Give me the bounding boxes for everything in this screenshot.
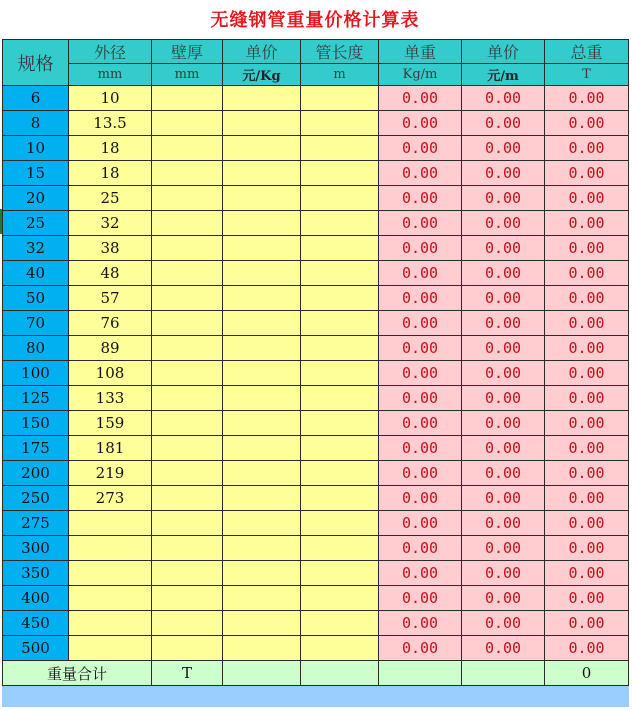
cell-wall-thickness[interactable] [152, 511, 223, 536]
cell-pipe-length[interactable] [301, 286, 379, 311]
cell-spec[interactable]: 300 [3, 536, 69, 561]
cell-pipe-length[interactable] [301, 211, 379, 236]
cell-price-per-m[interactable]: 0.00 [462, 161, 545, 186]
unit-outer-diameter[interactable]: mm [69, 64, 152, 86]
cell-outer-diameter[interactable]: 13.5 [69, 111, 152, 136]
summary-cell-empty[interactable] [301, 661, 379, 686]
cell-outer-diameter[interactable] [69, 561, 152, 586]
cell-price-per-m[interactable]: 0.00 [462, 136, 545, 161]
cell-unit-weight[interactable]: 0.00 [379, 236, 462, 261]
header-unit-weight[interactable]: 单重 [379, 40, 462, 64]
cell-unit-weight[interactable]: 0.00 [379, 286, 462, 311]
price-table [2, 39, 629, 707]
cell-wall-thickness[interactable] [152, 186, 223, 211]
cell-pipe-length[interactable] [301, 136, 379, 161]
cell-price-per-m[interactable]: 0.00 [462, 361, 545, 386]
table-row [3, 461, 629, 486]
cell-outer-diameter[interactable]: 48 [69, 261, 152, 286]
cell-outer-diameter[interactable] [69, 511, 152, 536]
cell-price-per-kg[interactable] [223, 511, 301, 536]
cell-unit-weight[interactable]: 0.00 [379, 536, 462, 561]
cell-unit-weight[interactable]: 0.00 [379, 261, 462, 286]
cell-price-per-kg[interactable] [223, 211, 301, 236]
cell-price-per-m[interactable]: 0.00 [462, 261, 545, 286]
cell-price-per-kg[interactable] [223, 461, 301, 486]
cell-wall-thickness[interactable] [152, 161, 223, 186]
cell-wall-thickness[interactable] [152, 436, 223, 461]
cell-unit-weight[interactable]: 0.00 [379, 136, 462, 161]
cell-total-weight[interactable]: 0.00 [545, 336, 629, 361]
cell-spec[interactable]: 10 [3, 136, 69, 161]
cell-pipe-length[interactable] [301, 186, 379, 211]
cell-total-weight[interactable]: 0.00 [545, 636, 629, 661]
cell-price-per-m[interactable]: 0.00 [462, 411, 545, 436]
cell-wall-thickness[interactable] [152, 411, 223, 436]
table-row [3, 511, 629, 536]
summary-cell-empty[interactable] [223, 661, 301, 686]
table-row [3, 361, 629, 386]
cell-pipe-length[interactable] [301, 111, 379, 136]
unit-pipe-length[interactable]: m [301, 64, 379, 86]
cell-wall-thickness[interactable] [152, 336, 223, 361]
cell-price-per-kg[interactable] [223, 636, 301, 661]
cell-wall-thickness[interactable] [152, 236, 223, 261]
unit-total-weight[interactable]: T [545, 64, 629, 86]
cell-wall-thickness[interactable] [152, 86, 223, 111]
cell-price-per-kg[interactable] [223, 611, 301, 636]
cell-price-per-m[interactable]: 0.00 [462, 236, 545, 261]
cell-pipe-length[interactable] [301, 586, 379, 611]
cell-total-weight[interactable]: 0.00 [545, 586, 629, 611]
cell-spec[interactable]: 125 [3, 386, 69, 411]
table-row [3, 111, 629, 136]
cell-price-per-kg[interactable] [223, 536, 301, 561]
cell-outer-diameter[interactable]: 18 [69, 161, 152, 186]
table-row [3, 436, 629, 461]
table-row [3, 486, 629, 511]
cell-price-per-kg[interactable] [223, 161, 301, 186]
cell-total-weight[interactable]: 0.00 [545, 386, 629, 411]
cell-spec[interactable]: 32 [3, 236, 69, 261]
cell-unit-weight[interactable]: 0.00 [379, 211, 462, 236]
cell-spec[interactable]: 350 [3, 561, 69, 586]
summary-row [3, 661, 629, 686]
cell-total-weight[interactable]: 0.00 [545, 361, 629, 386]
cell-total-weight[interactable]: 0.00 [545, 461, 629, 486]
cell-spec[interactable]: 15 [3, 161, 69, 186]
cell-spec[interactable]: 6 [3, 86, 69, 111]
cell-price-per-kg[interactable] [223, 561, 301, 586]
table-row [3, 586, 629, 611]
cell-total-weight[interactable]: 0.00 [545, 186, 629, 211]
cell-spec[interactable]: 275 [3, 511, 69, 536]
cell-outer-diameter[interactable]: 159 [69, 411, 152, 436]
cell-price-per-m[interactable]: 0.00 [462, 486, 545, 511]
sheet-title: 无缝钢管重量价格计算表 [210, 10, 420, 31]
cell-price-per-kg[interactable] [223, 286, 301, 311]
unit-price-per-kg[interactable]: 元/Kg [223, 64, 301, 86]
cell-outer-diameter[interactable]: 38 [69, 236, 152, 261]
summary-cell-empty[interactable] [462, 661, 545, 686]
cell-outer-diameter[interactable] [69, 636, 152, 661]
cell-price-per-kg[interactable] [223, 186, 301, 211]
cell-unit-weight[interactable]: 0.00 [379, 186, 462, 211]
cell-unit-weight[interactable]: 0.00 [379, 511, 462, 536]
cell-price-per-m[interactable]: 0.00 [462, 386, 545, 411]
cell-price-per-m[interactable]: 0.00 [462, 336, 545, 361]
header-total-weight[interactable]: 总重 [545, 40, 629, 64]
cell-total-weight[interactable]: 0.00 [545, 611, 629, 636]
cell-spec[interactable]: 70 [3, 311, 69, 336]
cell-spec[interactable]: 8 [3, 111, 69, 136]
header-spec[interactable]: 规格 [3, 40, 69, 86]
cell-outer-diameter[interactable]: 89 [69, 336, 152, 361]
cell-pipe-length[interactable] [301, 236, 379, 261]
cell-price-per-kg[interactable] [223, 361, 301, 386]
cell-price-per-m[interactable]: 0.00 [462, 511, 545, 536]
cell-wall-thickness[interactable] [152, 561, 223, 586]
cell-spec[interactable]: 175 [3, 436, 69, 461]
cell-pipe-length[interactable] [301, 486, 379, 511]
cell-price-per-m[interactable]: 0.00 [462, 311, 545, 336]
cell-outer-diameter[interactable]: 219 [69, 461, 152, 486]
cell-spec[interactable]: 20 [3, 186, 69, 211]
cell-pipe-length[interactable] [301, 336, 379, 361]
cell-price-per-kg[interactable] [223, 261, 301, 286]
cell-pipe-length[interactable] [301, 261, 379, 286]
table-row [3, 561, 629, 586]
cell-outer-diameter[interactable]: 10 [69, 86, 152, 111]
cell-wall-thickness[interactable] [152, 261, 223, 286]
cell-spec[interactable]: 100 [3, 361, 69, 386]
table-row [3, 386, 629, 411]
cell-total-weight[interactable]: 0.00 [545, 286, 629, 311]
table-row [3, 411, 629, 436]
cell-total-weight[interactable]: 0.00 [545, 411, 629, 436]
cell-pipe-length[interactable] [301, 561, 379, 586]
cell-unit-weight[interactable]: 0.00 [379, 611, 462, 636]
cell-price-per-kg[interactable] [223, 86, 301, 111]
table-row [3, 186, 629, 211]
footer-band [3, 686, 629, 707]
cell-outer-diameter[interactable]: 273 [69, 486, 152, 511]
cell-unit-weight[interactable]: 0.00 [379, 386, 462, 411]
active-row-indicator [0, 209, 2, 234]
cell-wall-thickness[interactable] [152, 611, 223, 636]
cell-wall-thickness[interactable] [152, 461, 223, 486]
cell-unit-weight[interactable]: 0.00 [379, 86, 462, 111]
cell-price-per-kg[interactable] [223, 486, 301, 511]
cell-outer-diameter[interactable]: 108 [69, 361, 152, 386]
cell-price-per-kg[interactable] [223, 336, 301, 361]
cell-outer-diameter[interactable] [69, 611, 152, 636]
cell-price-per-kg[interactable] [223, 111, 301, 136]
cell-unit-weight[interactable]: 0.00 [379, 561, 462, 586]
header-outer-diameter[interactable]: 外径 [69, 40, 152, 64]
header-price-per-m[interactable]: 单价 [462, 40, 545, 64]
cell-price-per-kg[interactable] [223, 386, 301, 411]
summary-unit[interactable]: T [152, 661, 223, 686]
cell-pipe-length[interactable] [301, 86, 379, 111]
cell-spec[interactable]: 40 [3, 261, 69, 286]
header-price-per-kg[interactable]: 单价 [223, 40, 301, 64]
cell-wall-thickness[interactable] [152, 311, 223, 336]
cell-price-per-kg[interactable] [223, 436, 301, 461]
cell-wall-thickness[interactable] [152, 386, 223, 411]
cell-price-per-m[interactable]: 0.00 [462, 111, 545, 136]
cell-wall-thickness[interactable] [152, 586, 223, 611]
cell-price-per-m[interactable]: 0.00 [462, 611, 545, 636]
cell-unit-weight[interactable]: 0.00 [379, 436, 462, 461]
cell-unit-weight[interactable]: 0.00 [379, 161, 462, 186]
cell-price-per-m[interactable]: 0.00 [462, 86, 545, 111]
cell-pipe-length[interactable] [301, 636, 379, 661]
cell-price-per-kg[interactable] [223, 236, 301, 261]
cell-total-weight[interactable]: 0.00 [545, 511, 629, 536]
summary-cell-empty[interactable] [379, 661, 462, 686]
cell-total-weight[interactable]: 0.00 [545, 111, 629, 136]
header-pipe-length[interactable]: 管长度 [301, 40, 379, 64]
cell-total-weight[interactable]: 0.00 [545, 311, 629, 336]
cell-total-weight[interactable]: 0.00 [545, 161, 629, 186]
cell-price-per-m[interactable]: 0.00 [462, 561, 545, 586]
cell-unit-weight[interactable]: 0.00 [379, 311, 462, 336]
table-row [3, 286, 629, 311]
summary-label[interactable]: 重量合计 [3, 661, 152, 686]
cell-total-weight[interactable]: 0.00 [545, 236, 629, 261]
cell-unit-weight[interactable]: 0.00 [379, 361, 462, 386]
table-row [3, 211, 629, 236]
table-row [3, 611, 629, 636]
cell-price-per-m[interactable]: 0.00 [462, 186, 545, 211]
cell-price-per-m[interactable]: 0.00 [462, 536, 545, 561]
cell-wall-thickness[interactable] [152, 111, 223, 136]
cell-pipe-length[interactable] [301, 161, 379, 186]
cell-wall-thickness[interactable] [152, 636, 223, 661]
cell-spec[interactable]: 50 [3, 286, 69, 311]
cell-price-per-m[interactable]: 0.00 [462, 461, 545, 486]
cell-outer-diameter[interactable]: 25 [69, 186, 152, 211]
cell-wall-thickness[interactable] [152, 211, 223, 236]
cell-price-per-kg[interactable] [223, 411, 301, 436]
cell-unit-weight[interactable]: 0.00 [379, 111, 462, 136]
cell-outer-diameter[interactable]: 32 [69, 211, 152, 236]
cell-outer-diameter[interactable]: 18 [69, 136, 152, 161]
cell-unit-weight[interactable]: 0.00 [379, 486, 462, 511]
cell-spec[interactable]: 500 [3, 636, 69, 661]
cell-pipe-length[interactable] [301, 436, 379, 461]
cell-total-weight[interactable]: 0.00 [545, 261, 629, 286]
cell-pipe-length[interactable] [301, 511, 379, 536]
cell-outer-diameter[interactable]: 181 [69, 436, 152, 461]
header-row-names [3, 40, 629, 64]
unit-unit-weight[interactable]: Kg/m [379, 64, 462, 86]
summary-total[interactable]: 0 [545, 661, 629, 686]
cell-spec[interactable]: 150 [3, 411, 69, 436]
cell-pipe-length[interactable] [301, 361, 379, 386]
cell-outer-diameter[interactable] [69, 536, 152, 561]
cell-total-weight[interactable]: 0.00 [545, 486, 629, 511]
cell-spec[interactable]: 25 [3, 211, 69, 236]
cell-total-weight[interactable]: 0.00 [545, 436, 629, 461]
footer-band-cell[interactable] [3, 686, 629, 707]
cell-wall-thickness[interactable] [152, 361, 223, 386]
cell-outer-diameter[interactable] [69, 586, 152, 611]
cell-spec[interactable]: 450 [3, 611, 69, 636]
cell-unit-weight[interactable]: 0.00 [379, 586, 462, 611]
cell-total-weight[interactable]: 0.00 [545, 536, 629, 561]
header-row-units [3, 64, 629, 86]
cell-total-weight[interactable]: 0.00 [545, 561, 629, 586]
cell-wall-thickness[interactable] [152, 536, 223, 561]
cell-pipe-length[interactable] [301, 411, 379, 436]
table-row [3, 86, 629, 111]
table-row [3, 261, 629, 286]
cell-wall-thickness[interactable] [152, 486, 223, 511]
cell-wall-thickness[interactable] [152, 136, 223, 161]
cell-outer-diameter[interactable]: 76 [69, 311, 152, 336]
cell-price-per-m[interactable]: 0.00 [462, 636, 545, 661]
cell-pipe-length[interactable] [301, 611, 379, 636]
cell-pipe-length[interactable] [301, 311, 379, 336]
cell-pipe-length[interactable] [301, 536, 379, 561]
cell-unit-weight[interactable]: 0.00 [379, 461, 462, 486]
unit-wall-thickness[interactable]: mm [152, 64, 223, 86]
cell-price-per-m[interactable]: 0.00 [462, 586, 545, 611]
cell-price-per-m[interactable]: 0.00 [462, 211, 545, 236]
cell-spec[interactable]: 200 [3, 461, 69, 486]
cell-spec[interactable]: 400 [3, 586, 69, 611]
table-row [3, 311, 629, 336]
table-row [3, 236, 629, 261]
cell-unit-weight[interactable]: 0.00 [379, 411, 462, 436]
cell-unit-weight[interactable]: 0.00 [379, 336, 462, 361]
table-row [3, 536, 629, 561]
cell-price-per-m[interactable]: 0.00 [462, 436, 545, 461]
cell-outer-diameter[interactable]: 133 [69, 386, 152, 411]
cell-spec[interactable]: 250 [3, 486, 69, 511]
cell-price-per-kg[interactable] [223, 586, 301, 611]
header-wall-thickness[interactable]: 壁厚 [152, 40, 223, 64]
cell-total-weight[interactable]: 0.00 [545, 86, 629, 111]
cell-price-per-kg[interactable] [223, 311, 301, 336]
cell-pipe-length[interactable] [301, 386, 379, 411]
cell-total-weight[interactable]: 0.00 [545, 136, 629, 161]
cell-price-per-kg[interactable] [223, 136, 301, 161]
table-row [3, 336, 629, 361]
cell-spec[interactable]: 80 [3, 336, 69, 361]
table-row [3, 136, 629, 161]
cell-outer-diameter[interactable]: 57 [69, 286, 152, 311]
table-row [3, 161, 629, 186]
unit-price-per-m[interactable]: 元/m [462, 64, 545, 86]
cell-wall-thickness[interactable] [152, 286, 223, 311]
cell-total-weight[interactable]: 0.00 [545, 211, 629, 236]
cell-unit-weight[interactable]: 0.00 [379, 636, 462, 661]
cell-price-per-m[interactable]: 0.00 [462, 286, 545, 311]
cell-pipe-length[interactable] [301, 461, 379, 486]
table-row [3, 636, 629, 661]
